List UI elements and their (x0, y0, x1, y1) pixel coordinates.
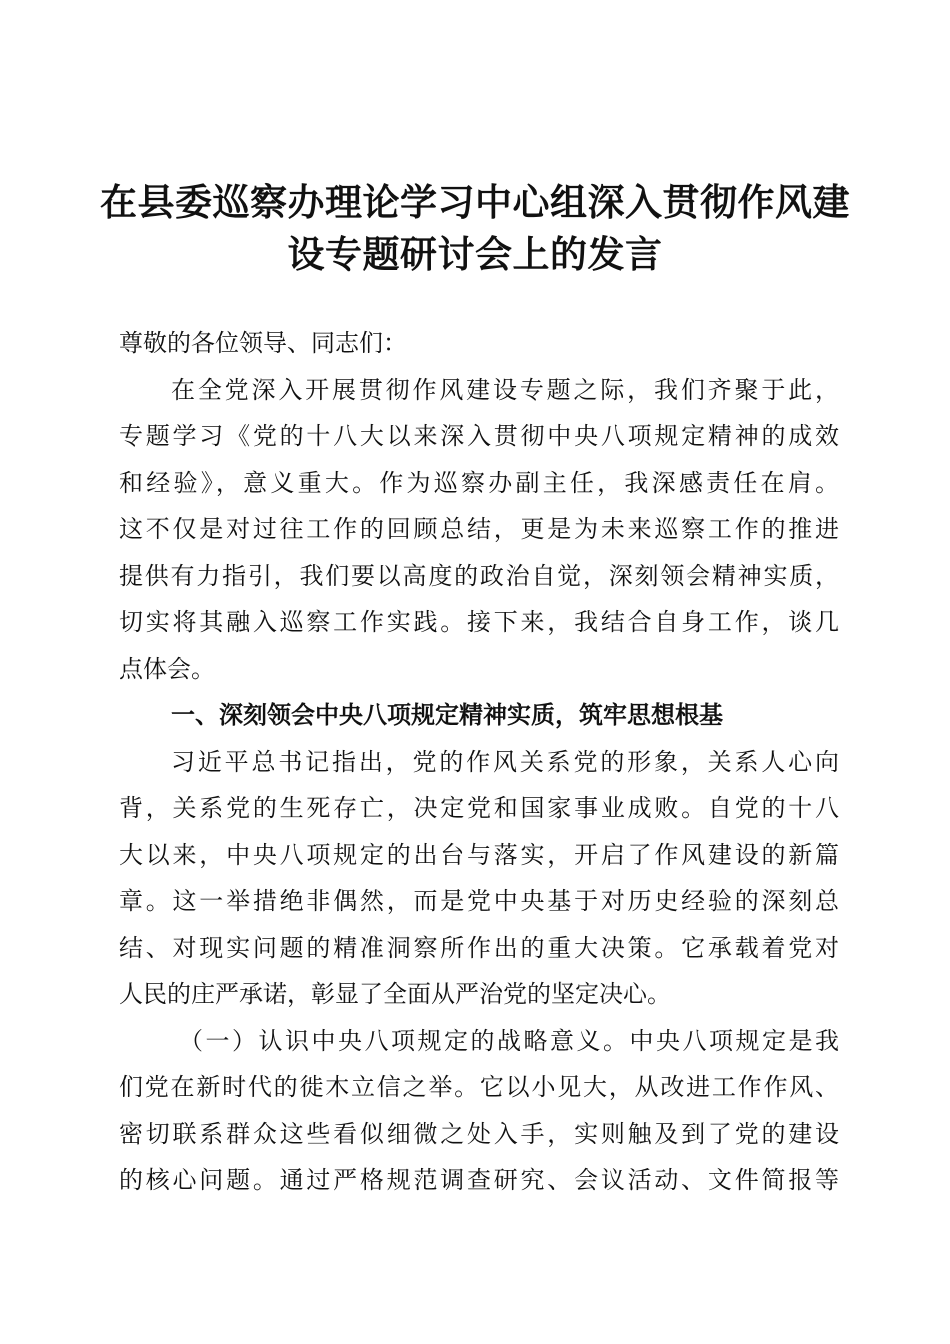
paragraph-line: 大以来，中央八项规定的出台与落实，开启了作风建设的新篇 (119, 840, 839, 869)
paragraph-line: 专题学习《党的十八大以来深入贯彻中央八项规定精神的成效 (119, 422, 839, 450)
section-heading: 一、深刻领会中央八项规定精神实质，筑牢思想根基 (171, 701, 723, 729)
document-title (100, 176, 850, 280)
paragraph-line: 在全党深入开展贯彻作风建设专题之际，我们齐聚于此， (171, 375, 839, 404)
paragraph-line: 的核心问题。通过严格规范调查研究、会议活动、文件简报等 (119, 1166, 839, 1194)
paragraph-line: 习近平总书记指出，党的作风关系党的形象，关系人心向 (171, 747, 839, 776)
document-body (119, 320, 839, 1204)
subsection1-paragraph (119, 1018, 839, 1204)
paragraph-line: 密切联系群众这些看似细微之处入手，实则触及到了党的建设 (119, 1119, 839, 1148)
intro-paragraph (119, 367, 839, 693)
salutation: 尊敬的各位领导、同志们： (119, 329, 407, 357)
section1-paragraph (119, 739, 839, 1018)
paragraph-line: 章。这一举措绝非偶然，而是党中央基于对历史经验的深刻总 (119, 887, 839, 915)
paragraph-line: 提供有力指引，我们要以高度的政治自觉，深刻领会精神实质， (119, 561, 839, 590)
paragraph-line: 切实将其融入巡察工作实践。接下来，我结合自身工作，谈几 (119, 608, 839, 636)
paragraph-line: 人民的庄严承诺，彰显了全面从严治党的坚定决心。 (119, 980, 671, 1008)
title-line: 设专题研讨会上的发言 (287, 232, 663, 276)
paragraph-line: 们党在新时代的徙木立信之举。它以小见大，从改进工作作风、 (119, 1073, 839, 1101)
paragraph-line: 结、对现实问题的精准洞察所作出的重大决策。它承载着党对 (119, 933, 839, 962)
title-line: 在县委巡察办理论学习中心组深入贯彻作风建 (100, 180, 850, 224)
paragraph-line: 点体会。 (119, 654, 215, 683)
paragraph-line: 背，关系党的生死存亡，决定党和国家事业成败。自党的十八 (119, 794, 839, 822)
paragraph-line: （一）认识中央八项规定的战略意义。中央八项规定是我 (179, 1026, 839, 1055)
paragraph-line: 和经验》，意义重大。作为巡察办副主任，我深感责任在肩。 (119, 468, 839, 497)
paragraph-line: 这不仅是对过往工作的回顾总结，更是为未来巡察工作的推进 (119, 515, 839, 543)
